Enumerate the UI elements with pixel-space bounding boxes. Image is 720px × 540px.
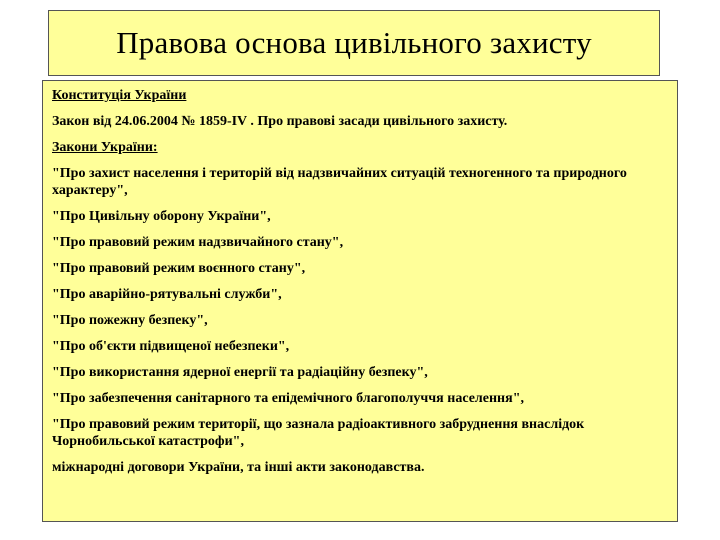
list-item: "Про правовий режим надзвичайного стану", [52, 235, 344, 250]
list-item: "Про об'єкти підвищеної небезпеки", [52, 339, 290, 354]
slide-title: Правова основа цивільного захисту [116, 25, 592, 60]
list-item-constitution: Конституція України [52, 88, 187, 103]
slide-title-box [48, 10, 660, 76]
list-item: "Про Цивільну оборону України", [52, 209, 271, 224]
list-item-international: міжнародні договори України, та інші акти законодавства. [52, 460, 425, 475]
list-item-laws-heading: Закони України: [52, 140, 158, 155]
list-item: "Про захист населення і територій від надзвичайних ситуацій техногенного та природного характеру", [52, 166, 627, 198]
list-item: "Про правовий режим воєнного стану", [52, 261, 306, 276]
list-item: "Про забезпечення санітарного та епідемічного благополуччя населення", [52, 391, 524, 406]
legal-basis-list [42, 80, 678, 522]
list-item: "Про використання ядерної енергії та радіаційну безпеку", [52, 365, 428, 380]
list-item-law-1859: Закон від 24.06.2004 № 1859-IV . Про правові засади цивільного захисту. [52, 114, 508, 129]
list-item: "Про аварійно-рятувальні служби", [52, 287, 282, 302]
list-item: "Про правовий режим території, що зазнала радіоактивного забруднення внаслідок Чорнобильської катастрофи", [52, 417, 585, 449]
list-item: "Про пожежну безпеку", [52, 313, 208, 328]
